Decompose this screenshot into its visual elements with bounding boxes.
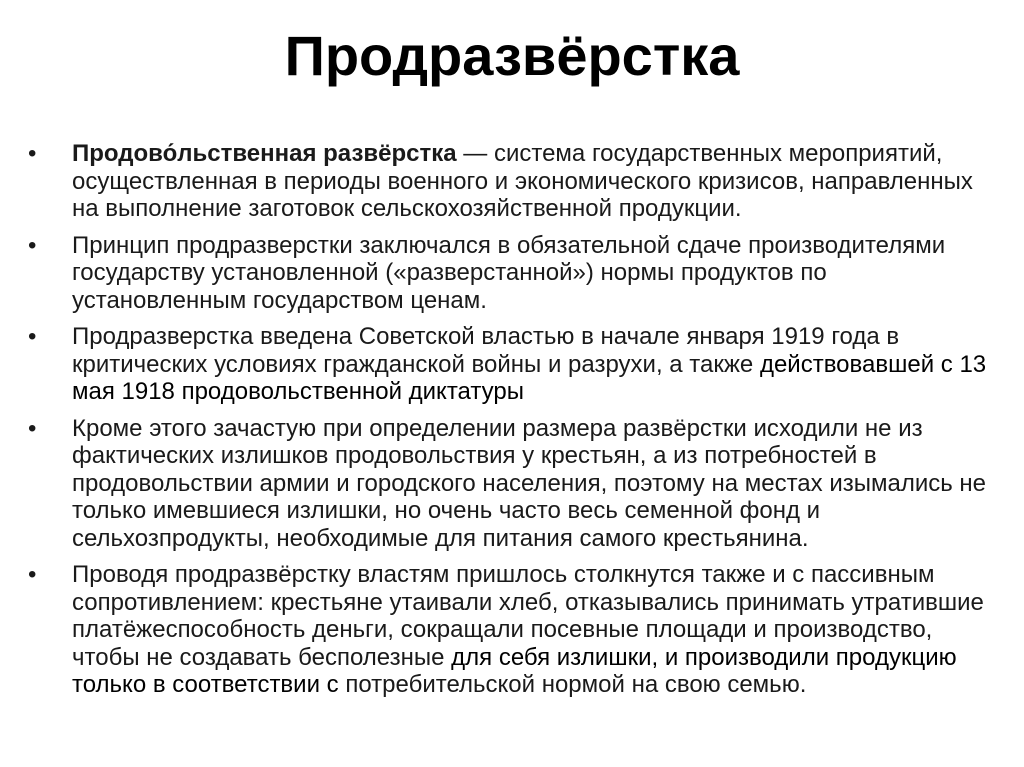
resistance-text: Проводя продразвёрстку властям пришлось столкнутся также и с пассивным сопротивлением: крестьяне утаивали хлеб, отказывались принимать утратившие платёжеспособность деньги, сокращали посевные площади и производство, чтобы не создавать бесполезные <box>72 561 984 671</box>
bullet-item-principle <box>28 232 998 315</box>
introduction-text: Продразверстка введена Советской властью в начале января 1919 года в критических условиях гражданской войны и разрухи, а также <box>72 323 900 378</box>
bullet-icon: • <box>28 561 37 588</box>
bullet-item-definition <box>28 140 998 223</box>
principle-text: Принцип продразверстки заключался в обязательной сдаче производителями государству установленной («разверстанной») нормы продуктов по установленным государством ценам. <box>72 231 946 314</box>
bullet-icon: • <box>28 323 37 350</box>
bullet-item-resistance <box>28 561 998 699</box>
bullet-icon: • <box>28 414 37 442</box>
norm-text: потребительской нормой на свою семью. <box>338 671 807 698</box>
slide-title: Продразвёрстка <box>284 24 740 87</box>
dictatorship-text: действовавшей с 13 мая 1918 продовольственной диктатуры <box>72 350 987 405</box>
bullet-icon: • <box>28 140 37 167</box>
bullet-item-requisition <box>28 415 998 553</box>
bullet-list <box>28 140 998 708</box>
definition-text: — система государственных мероприятий, осуществленная в периоды военного и экономического кризисов, направленных на выполнение заготовок сельскохозяйственной продукции. <box>72 140 973 222</box>
bullet-item-introduction <box>28 323 998 406</box>
requisition-text: Кроме этого зачастую при определении размера развёрстки исходили не из фактических излишков продовольствия у крестьян, а из потребностей в продовольствии армии и городского населения, поэтому на местах изымались не только имевшиеся излишки, но очень часто весь семенной фонд и сельхозпродукты, необходимые для питания самого крестьянина. <box>72 414 987 552</box>
term-bold: Продово́льственная развёрстка <box>72 140 457 167</box>
bullet-icon: • <box>28 231 37 259</box>
surplus-text: для себя излишки, и производили продукцию только в соответствии с <box>72 643 957 698</box>
